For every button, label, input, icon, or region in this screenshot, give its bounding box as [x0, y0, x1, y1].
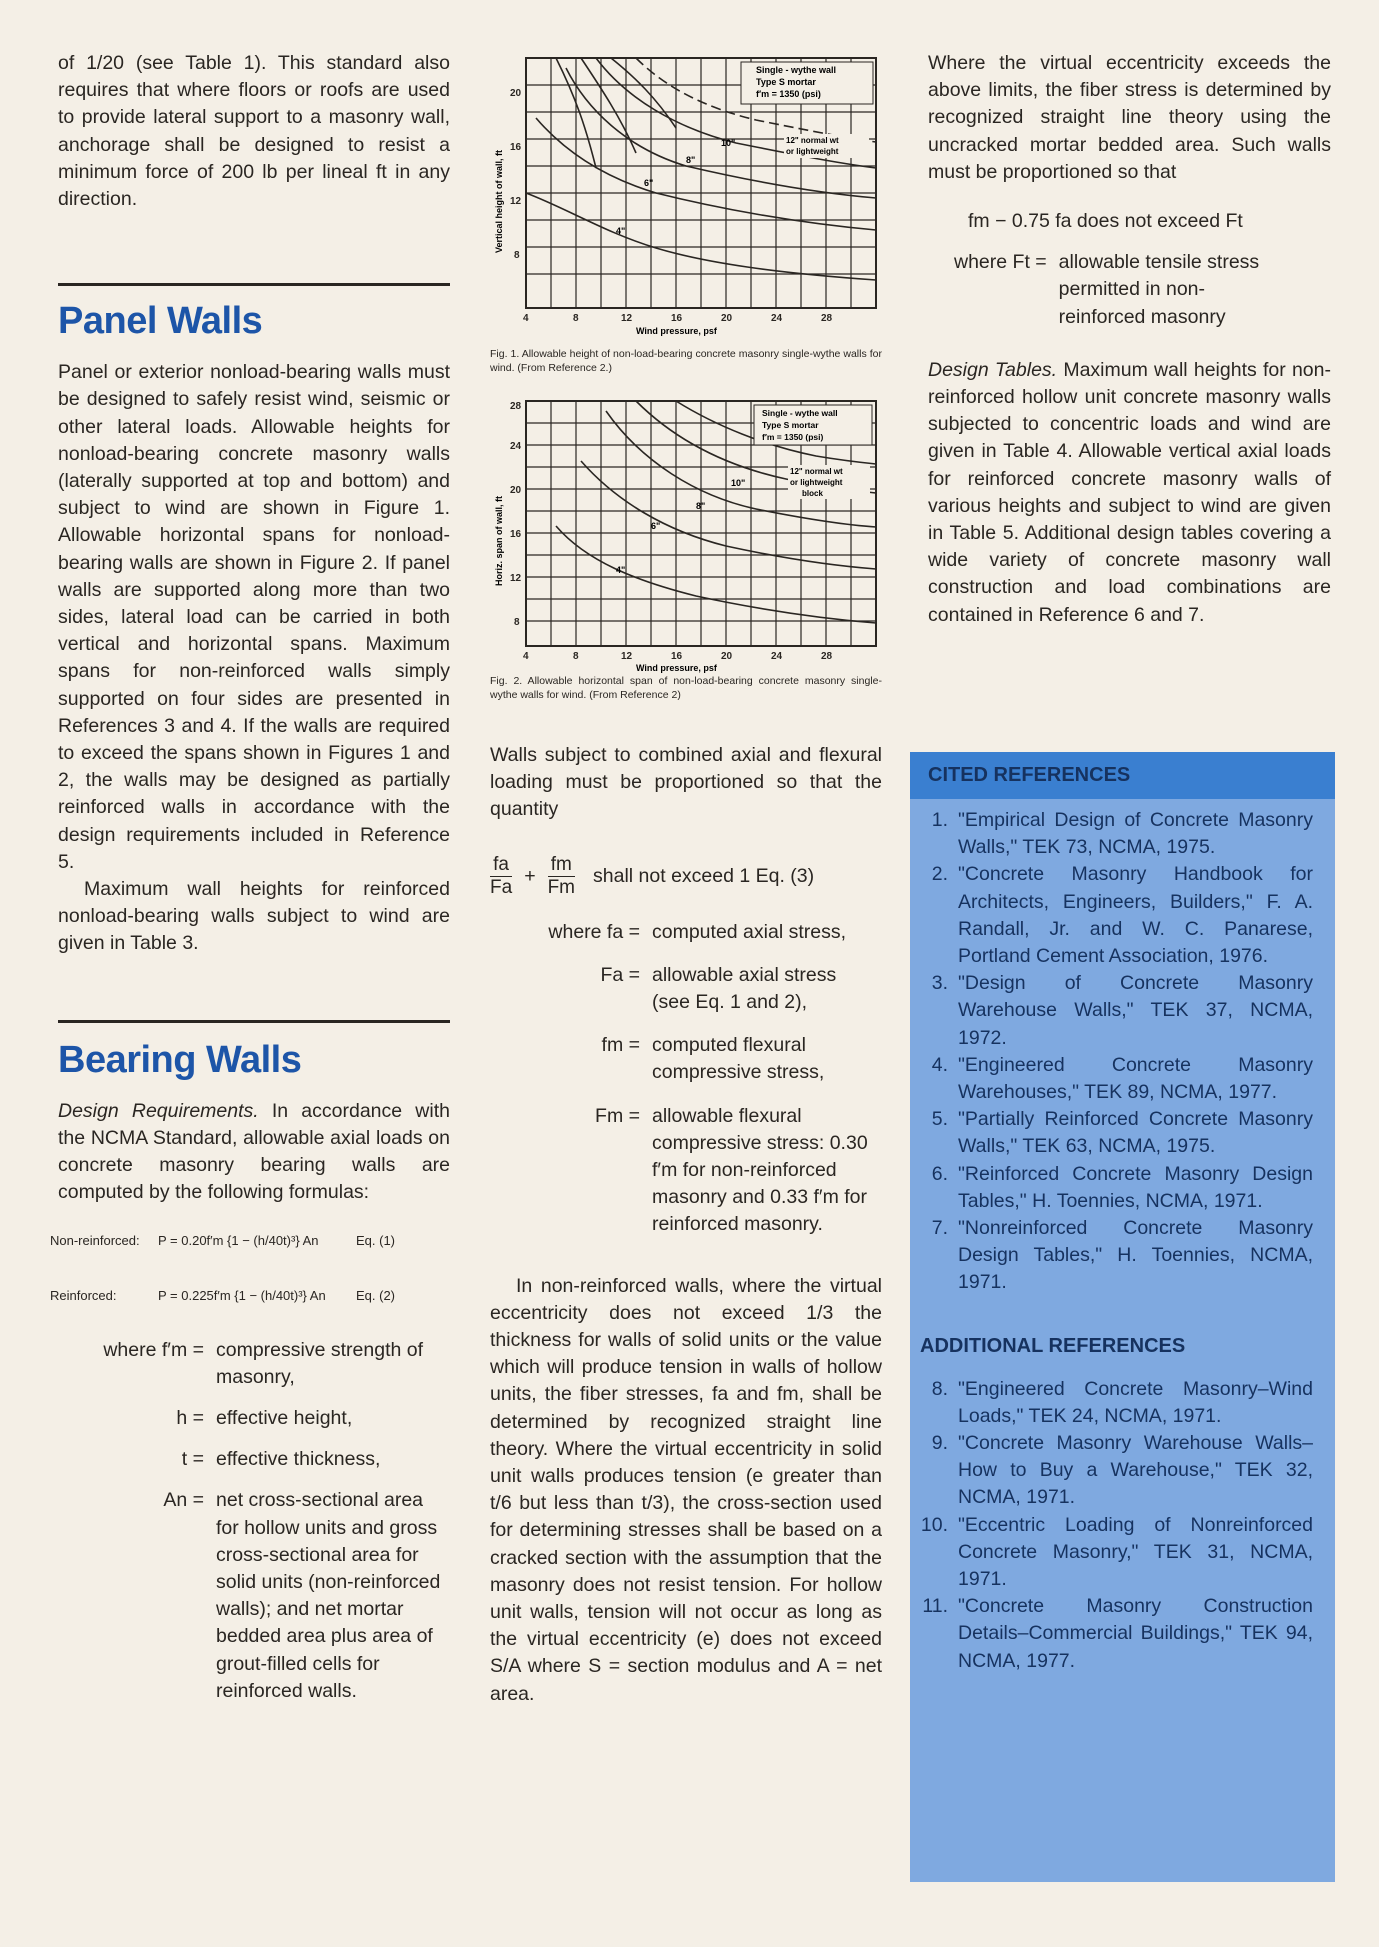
list-item [910, 1593, 1335, 1675]
fig2-legend-line3: f′m = 1350 (psi) [762, 432, 824, 442]
fig2-ylabel: Horiz. span of wall, ft [494, 495, 504, 586]
ref-text: "Reinforced Concrete Masonry Design Tables," H. Toennies, NCMA, 1971. [958, 1162, 1313, 1212]
list-item [910, 1052, 1335, 1106]
ref-text: "Engineered Concrete Masonry Warehouses," TEK 89, NCMA, 1977. [958, 1053, 1313, 1104]
definition-symbol: where f′m = [103, 1338, 204, 1361]
fig2-xtick: 20 [721, 651, 733, 662]
cited-references-heading: CITED REFERENCES [910, 752, 1335, 799]
fig1-curve-label-4: 4" [616, 226, 626, 236]
intro-paragraph: of 1/20 (see Table 1). This standard also requires that where floors or roofs are used to provide lateral support to a masonry wall, anchorage shall be designed to resist a minimum force of 200 lb per lineal ft in any direction. [58, 52, 450, 211]
plus-sign: + [524, 864, 536, 887]
fig1-legend-line4: 12" normal wt [786, 136, 839, 145]
ref-number: 11. [922, 1595, 948, 1618]
combined-loading-paragraph: Walls subject to combined axial and flexural loading must be proportioned so that the quantity [490, 744, 882, 821]
fig1-ytick: 8 [514, 250, 520, 261]
definition-text: computed flexural compressive stress, [652, 1034, 825, 1084]
definition-text: computed axial stress, [652, 920, 847, 943]
ref-number: 1. [931, 809, 948, 831]
fig1-ytick: 16 [510, 142, 522, 153]
fig2-ytick: 8 [514, 617, 520, 628]
ref-number: 8. [931, 1377, 948, 1400]
list-item [910, 970, 1335, 1052]
design-requirements-lead: Design Requirements. [58, 1099, 259, 1122]
definition-row [520, 1103, 877, 1239]
fig1-legend-line5: or lightweight [786, 147, 839, 156]
ref-text: "Empirical Design of Concrete Masonry Walls," TEK 73, NCMA, 1975. [958, 809, 1313, 859]
ref-text: "Concrete Masonry Warehouse Walls–How to Buy a Warehouse," TEK 32, NCMA, 1971. [958, 1432, 1313, 1509]
eq3-numerator-fa: fa [490, 854, 512, 877]
ref-text: "Partially Reinforced Concrete Masonry Walls," TEK 63, NCMA, 1975. [958, 1108, 1313, 1158]
design-tables-paragraph [928, 357, 1331, 629]
eq2-label: Reinforced: [50, 1287, 117, 1303]
ref-number: 2. [931, 863, 948, 886]
fig2-legend-line5: or lightweight [790, 478, 843, 487]
equation-3 [490, 854, 882, 899]
eq2-number: Eq. (2) [356, 1287, 396, 1303]
fig1-xtick: 4 [523, 313, 529, 324]
list-item [910, 1376, 1335, 1430]
additional-references-heading: ADDITIONAL REFERENCES [920, 1334, 1186, 1357]
definition-row [74, 1487, 441, 1705]
fig2-ytick: 28 [510, 401, 522, 412]
fig1-curve-label-6: 6" [644, 178, 654, 188]
eq3-denominator-Fm: Fm [547, 876, 576, 898]
fraction-fm-Fm [548, 854, 575, 899]
fig2-ytick: 16 [510, 529, 522, 540]
list-item [910, 1161, 1335, 1215]
fig1-legend-line1: Single - wythe wall [756, 65, 837, 75]
definition-symbol: An = [163, 1489, 204, 1512]
fig1-ytick: 20 [510, 88, 522, 99]
fig2-ytick: 12 [510, 573, 522, 584]
fig1-curve-label-8: 8" [686, 155, 696, 165]
ref-number: 9. [931, 1432, 948, 1455]
eccentricity-paragraph: In non-reinforced walls, where the virtual eccentricity does not exceed 1/3 the thickness for walls of solid units or the value which will produce tension in walls of hollow units, the fiber stresses, fa and fm, shall be determined by recognized straight line theory. Where the virtual eccentricity in solid unit walls produces tension (e greater than t/6 but less than t/3), the cross-section used for determining stresses shall be based on a cracked section with the assumption that the masonry does not resist tension. For hollow unit walls, tension will not occur as long as the virtual eccentricity (e) does not exceed S/A where S = section modulus and A = net area. [490, 1274, 882, 1705]
list-item [910, 1106, 1335, 1160]
column-left [50, 50, 450, 1705]
definition-text: allowable flexural compressive stress: 0.30 f′m for non-reinforced masonry and 0.33 f′m for reinforced masonry. [652, 1104, 868, 1236]
list-item [910, 1430, 1335, 1512]
bearing-walls-heading: Bearing Walls [58, 1038, 302, 1081]
eq1-formula: P = 0.20f′m {1 − (h/40t)³} An [158, 1232, 319, 1248]
ref-number: 6. [931, 1162, 948, 1185]
figure-1-chart [490, 50, 882, 350]
tensile-equation: fm − 0.75 fa does not exceed Ft [968, 210, 1243, 233]
fig2-curve-label-6: 6" [651, 521, 661, 531]
tensile-definition [954, 249, 1289, 331]
fig1-xtick: 28 [821, 313, 833, 324]
fig2-xtick: 4 [523, 651, 529, 662]
fig1-legend-line3: f′m = 1350 (psi) [756, 89, 821, 99]
fig1-ytick: 12 [510, 196, 522, 207]
eq2-formula: P = 0.225f′m {1 − (h/40t)³} An [158, 1287, 326, 1303]
fig1-curve-label-10: 10" [721, 138, 736, 148]
eq3-denominator-Fa: Fa [490, 876, 513, 898]
virtual-eccentricity-paragraph: Where the virtual eccentricity exceeds the above limits, the fiber stress is determined by recognized straight line theory using the uncracked mortar bedded area. Such walls must be proportioned so that [928, 52, 1331, 183]
eq1-definitions [74, 1337, 441, 1705]
definition-text: net cross-sectional area for hollow units and gross cross-sectional area for solid units (non-reinforced walls); and net mortar bedded area plus area of grout-filled cells for reinforced walls. [216, 1489, 441, 1702]
fig2-curve-label-10: 10" [731, 478, 746, 488]
ref-text: "Eccentric Loading of Nonreinforced Concrete Masonry," TEK 31, NCMA, 1971. [958, 1513, 1313, 1591]
ref-text: "Nonreinforced Concrete Masonry Design Tables," H. Toennies, NCMA, 1971. [958, 1217, 1313, 1294]
fig2-xtick: 12 [621, 651, 633, 662]
definition-text: allowable axial stress (see Eq. 1 and 2), [652, 963, 837, 1014]
fig1-xtick: 24 [771, 313, 783, 324]
definition-text: effective height, [216, 1406, 353, 1429]
definition-symbol: where Ft = [954, 251, 1047, 274]
ref-number: 3. [931, 972, 948, 995]
definition-symbol: fm = [601, 1034, 640, 1057]
definition-row [74, 1337, 441, 1405]
definition-row [520, 1032, 877, 1102]
eq1-label: Non-reinforced: [50, 1232, 140, 1248]
fig2-legend-line1: Single - wythe wall [762, 408, 838, 418]
panel-walls-paragraph: Panel or exterior nonload-bearing walls must be designed to safely resist wind, seismic or other lateral loads. Allowable heights for nonload-bearing concrete masonry walls (laterally supported at top and bottom) and subject to wind are shown in Figure 1. Allowable horizontal spans for nonload-bearing walls are shown in Figure 2. If panel walls are supported along more than two sides, lateral load can be carried in both vertical and horizontal spans. Maximum spans for non-reinforced walls simply supported on four sides are presented in References 3 and 4. If the walls are required to exceed the spans shown in Figures 1 and 2, the walls may be designed as partially reinforced walls in accordance with the design requirements included in Reference 5. [58, 361, 450, 873]
eq3-numerator-fm: fm [548, 854, 575, 877]
definition-symbol: t = [181, 1448, 204, 1471]
column-middle [490, 50, 882, 1708]
fig2-legend-line6: block [802, 489, 823, 498]
fig2-ytick: 24 [510, 441, 522, 452]
definition-symbol: Fm = [595, 1104, 640, 1127]
equation-1 [50, 1233, 450, 1248]
ref-number: 4. [931, 1053, 948, 1076]
figure-2-caption: Fig. 2. Allowable horizontal span of non-load-bearing concrete masonry single-wythe walls for wind. (From Reference 2) [490, 675, 882, 701]
fig1-xtick: 8 [573, 313, 579, 324]
list-item [910, 861, 1335, 970]
ref-number: 5. [931, 1108, 948, 1131]
definition-text: compressive strength of masonry, [216, 1338, 424, 1388]
definition-symbol: where fa = [548, 920, 640, 943]
panel-walls-paragraph-2: Maximum wall heights for reinforced nonload-bearing walls subject to wind are given in Table 3. [58, 878, 450, 955]
definition-symbol: Fa = [600, 963, 640, 986]
references-panel [910, 752, 1335, 1882]
section-divider [58, 283, 450, 286]
fig1-xtick: 12 [621, 313, 633, 324]
list-item [910, 1215, 1335, 1297]
definition-row [520, 919, 877, 962]
definition-symbol: h = [176, 1406, 204, 1429]
fig1-legend-line2: Type S mortar [756, 77, 816, 87]
fig2-ytick: 20 [510, 485, 522, 496]
fig2-legend-line2: Type S mortar [762, 420, 819, 430]
fig2-xlabel: Wind pressure, psf [636, 663, 717, 673]
fig2-curve-label-4: 4" [616, 565, 626, 575]
additional-references-list [910, 1376, 1335, 1675]
definition-row [520, 962, 877, 1032]
figure-1-caption: Fig. 1. Allowable height of non-load-bearing concrete masonry single-wythe walls for wind. (From Reference 2.) [490, 348, 882, 374]
figure-2-chart [490, 393, 882, 673]
eq3-definitions [520, 919, 877, 1239]
definition-text: allowable tensile stress permitted in non-reinforced masonry [1058, 251, 1260, 328]
bearing-walls-paragraph [58, 1098, 450, 1207]
definition-text: effective thickness, [216, 1448, 381, 1471]
list-item [910, 1512, 1335, 1594]
list-item [910, 807, 1335, 861]
design-tables-text: Maximum wall heights for non-reinforced hollow unit concrete masonry walls subjected to concentric loads and wind are given in Table 4. Allowable vertical axial loads for reinforced concrete masonry walls of various heights and subject to wind are given in Table 5. Additional design tables covering a wide variety of concrete masonry wall construction and load combinations are contained in Reference 6 and 7. [928, 358, 1331, 626]
section-divider [58, 1020, 450, 1023]
fig1-ylabel: Vertical height of wall, ft [494, 149, 504, 253]
ref-number: 7. [931, 1217, 948, 1240]
design-tables-lead: Design Tables. [928, 358, 1058, 381]
ref-text: "Engineered Concrete Masonry–Wind Loads," TEK 24, NCMA, 1971. [958, 1377, 1313, 1427]
definition-row [74, 1405, 441, 1446]
eq1-number: Eq. (1) [356, 1232, 396, 1248]
ref-text: "Concrete Masonry Handbook for Architects, Engineers, Builders," F. A. Randall, Jr. and W. C. Panarese, Portland Cement Association, 1976. [958, 863, 1313, 968]
definition-row [74, 1446, 441, 1487]
fig2-xtick: 28 [821, 651, 833, 662]
definition-row [954, 249, 1289, 331]
fig1-xlabel: Wind pressure, psf [636, 326, 717, 336]
column-right [928, 50, 1331, 629]
fraction-fa-Fa [490, 854, 512, 899]
equation-2 [50, 1288, 450, 1303]
ref-text: "Concrete Masonry Construction Details–Commercial Buildings," TEK 94, NCMA, 1977. [958, 1595, 1313, 1672]
fig2-xtick: 16 [671, 651, 683, 662]
fig2-curve-label-8: 8" [696, 501, 706, 511]
cited-references-list [910, 807, 1335, 1297]
bearing-walls-text: In accordance with the NCMA Standard, allowable axial loads on concrete masonry bearing walls are computed by the following formulas: [58, 1099, 450, 1204]
fig2-xtick: 8 [573, 651, 579, 662]
panel-walls-heading: Panel Walls [58, 300, 263, 343]
eq3-text: shall not exceed 1 Eq. (3) [593, 864, 815, 887]
fig2-xtick: 24 [771, 651, 783, 662]
fig2-legend-line4: 12" normal wt [790, 467, 843, 476]
fig1-xtick: 20 [721, 313, 733, 324]
ref-text: "Design of Concrete Masonry Warehouse Walls," TEK 37, NCMA, 1972. [958, 972, 1313, 1049]
fig2-curve-4in [556, 526, 876, 623]
fig1-xtick: 16 [671, 313, 683, 324]
ref-number: 10. [920, 1513, 948, 1536]
